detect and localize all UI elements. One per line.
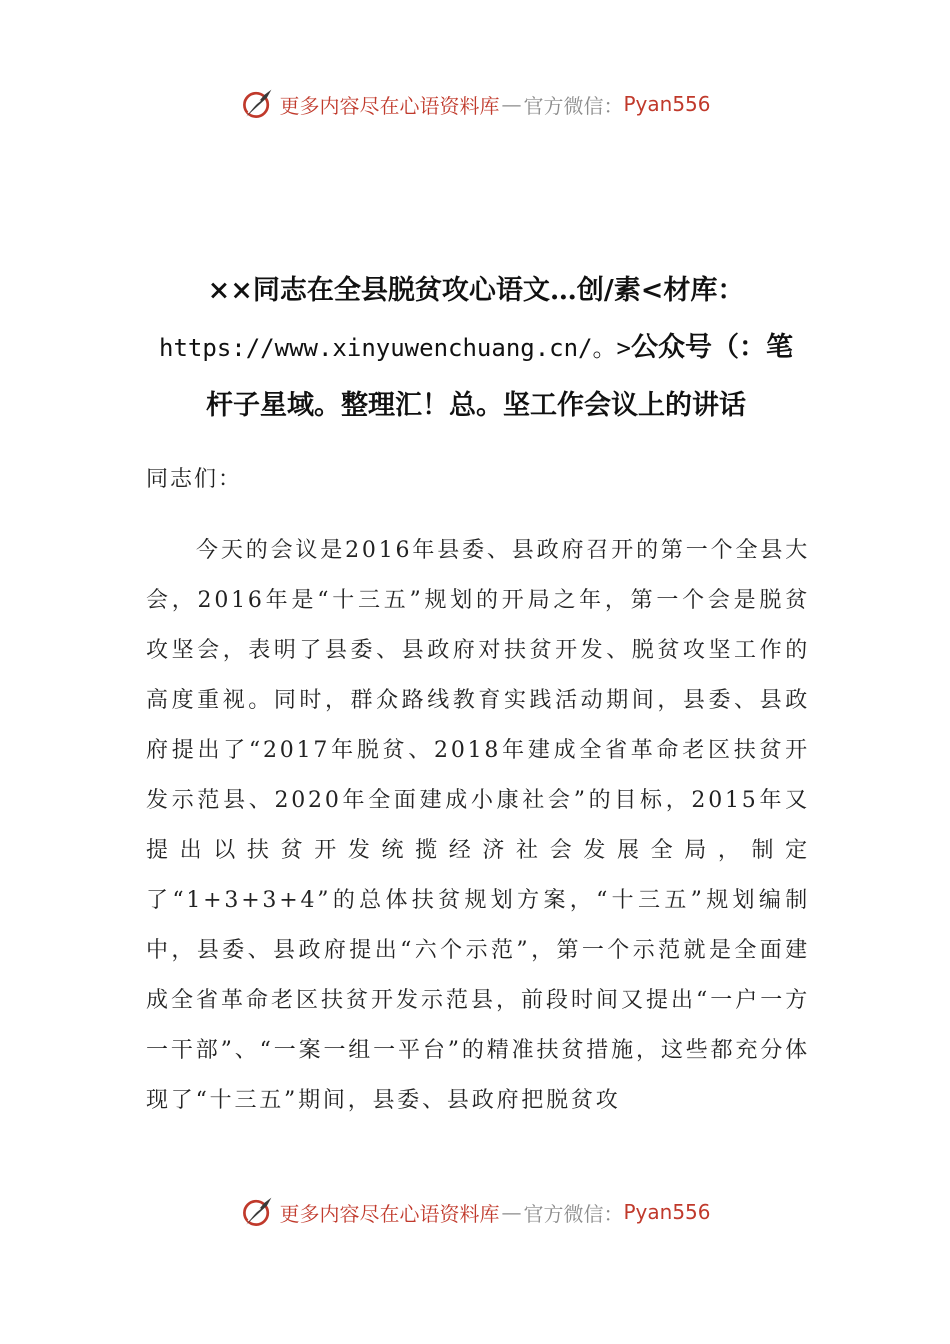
header-banner [0, 84, 950, 124]
quill-logo-icon [239, 86, 275, 122]
banner-text: 更多内容尽在心语资料库 [279, 93, 500, 118]
title-url: https://www.xinyuwenchuang.cn/。> [159, 334, 631, 362]
title-part2: 公众号（：笔杆子星域。整理汇！总。坚工作会议上的讲话 [206, 332, 793, 421]
title-part1: ××同志在全县脱贫攻心语文…创/素<材库： [207, 275, 745, 306]
banner-wechat-id: Pyan556 [623, 92, 711, 116]
banner-wechat-label: 官方微信： [523, 1201, 624, 1226]
document-title [146, 262, 806, 434]
body-paragraph: 今天的会议是2016年县委、县政府召开的第一个全县大会，2016年是“十三五”规划的开局之年，第一个会是脱贫攻坚会，表明了县委、县政府对扶贫开发、脱贫攻坚工作的高度重视。同时，群众路线教育实践活动期间，县委、县政府提出了“2017年脱贫、2018年建成全省革命老区扶贫开发示范县、2020年全面建成小康社会”的目标，2015年又提出以扶贫开发统揽经济社会发展全局，制定了“1+3+3+4”的总体扶贫规划方案，“十三五”规划编制中，县委、县政府提出“六个示范”，第一个示范就是全面建成全省革命老区扶贫开发示范县，前段时间又提出“一户一方一干部”、“一案一组一平台”的精准扶贫措施，这些都充分体现了“十三五”期间，县委、县政府把脱贫攻 [146, 538, 810, 1113]
banner-separator: — [501, 1200, 522, 1224]
banner-separator: — [501, 92, 522, 116]
quill-logo-icon [239, 1194, 275, 1230]
greeting: 同志们： [146, 467, 243, 492]
banner-wechat-id: Pyan556 [623, 1200, 711, 1224]
banner-text: 更多内容尽在心语资料库 [279, 1201, 500, 1226]
footer-banner [0, 1192, 950, 1232]
banner-wechat-label: 官方微信： [523, 93, 624, 118]
